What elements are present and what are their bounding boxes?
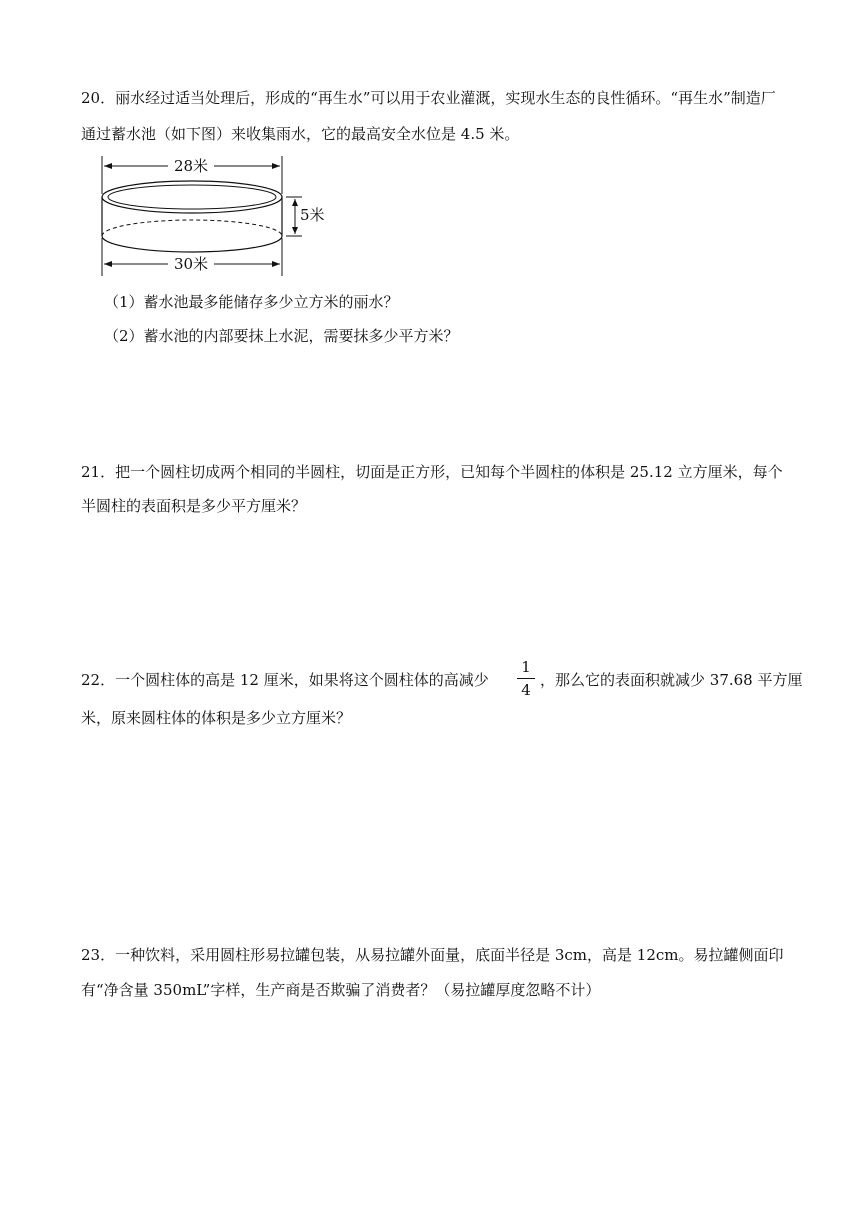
bottom-dimension-arrow-left — [104, 261, 112, 267]
cylinder-top-outer-rim — [102, 181, 282, 213]
q23-line2: 有“净含量 350mL”字样，生产商是否欺骗了消费者？（易拉罐厚度忽略不计） — [81, 981, 601, 999]
q23-line1 — [81, 945, 784, 965]
height-dimension-label: 5米 — [300, 206, 325, 224]
bottom-dimension-arrow-right — [272, 261, 280, 267]
q21-text-line1: 把一个圆柱切成两个相同的半圆柱，切面是正方形，已知每个半圆柱的体积是 25.12 立方厘米，每个 — [115, 463, 783, 481]
q22-line2: 米，原来圆柱体的体积是多少立方厘米？ — [81, 709, 352, 727]
q20-line1 — [81, 88, 776, 108]
q20-sub1: （1）蓄水池最多能储存多少立方米的丽水？ — [104, 293, 399, 311]
bottom-dimension-label: 30米 — [173, 255, 209, 273]
q22-fraction-denominator: 4 — [521, 681, 531, 699]
cylinder-top-inner-rim — [108, 185, 276, 209]
q22-text-line1a: 一个圆柱体的高是 12 厘米，如果将这个圆柱体的高减少 — [115, 671, 489, 689]
q20-line2: 通过蓄水池（如下图）来收集雨水，它的最高安全水位是 4.5 米。 — [81, 125, 520, 143]
q22-number: 22． — [81, 671, 116, 689]
height-dimension-arrow-bottom — [292, 227, 298, 234]
q20-number: 20． — [81, 89, 116, 107]
height-dimension-arrow-top — [292, 199, 298, 206]
q22-fraction-bar — [517, 678, 535, 679]
q20-sub2: （2）蓄水池的内部要抹上水泥，需要抹多少平方米？ — [104, 327, 459, 345]
q20-text-line1: 丽水经过适当处理后，形成的“再生水”可以用于农业灌溉，实现水生态的良性循环。“再生水”制造厂 — [115, 89, 776, 107]
q21-line1 — [81, 462, 783, 482]
q23-number: 23． — [81, 946, 116, 964]
reservoir-cylinder-figure — [96, 152, 336, 282]
q21-number: 21． — [81, 463, 116, 481]
q21-line2: 半圆柱的表面积是多少平方厘米？ — [81, 497, 307, 515]
cylinder-bottom-back-edge — [102, 220, 282, 236]
q22-fraction-numerator: 1 — [521, 658, 531, 676]
q22-fraction — [517, 658, 535, 699]
top-dimension-arrow-right — [272, 163, 280, 169]
top-dimension-arrow-left — [104, 163, 112, 169]
q22-line1 — [81, 670, 489, 690]
top-dimension-label: 28米 — [173, 157, 209, 175]
q23-text-line1: 一种饮料，采用圆柱形易拉罐包装，从易拉罐外面量，底面半径是 3cm，高是 12cm。易拉罐侧面印 — [115, 946, 784, 964]
cylinder-bottom-front-edge — [102, 236, 282, 252]
q22-text-line1b: ，那么它的表面积就减少 37.68 平方厘 — [540, 671, 803, 689]
